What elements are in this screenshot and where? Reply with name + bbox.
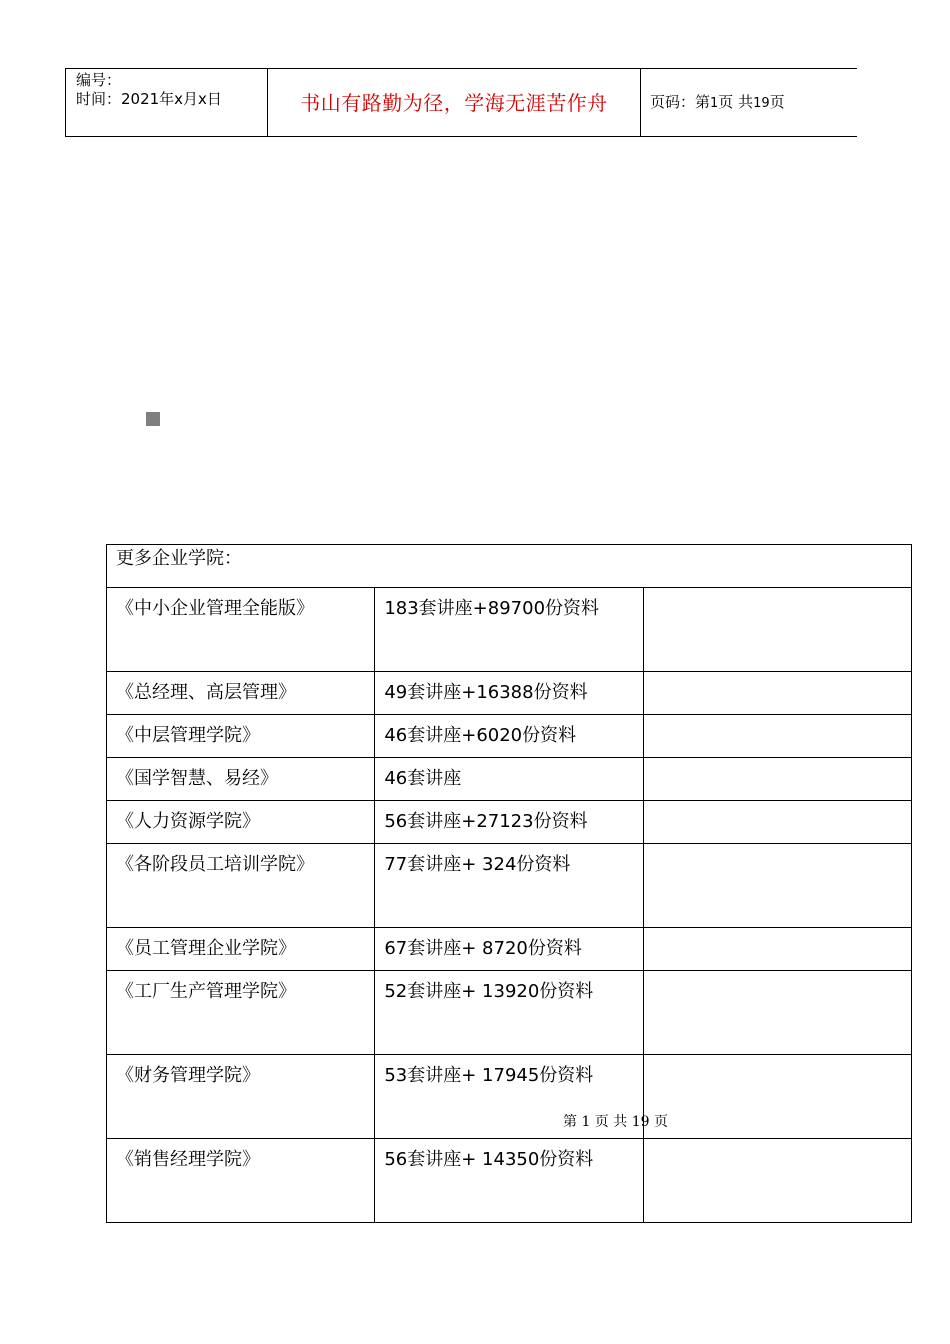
- page-footer: 第 1 页 共 19 页: [563, 1114, 668, 1130]
- academy-content-count: 183套讲座+89700份资料: [375, 588, 643, 672]
- table-row: [107, 758, 912, 801]
- empty-cell: [643, 758, 911, 801]
- table-row: [107, 1139, 912, 1223]
- empty-cell: [643, 801, 911, 844]
- academy-table: [106, 544, 912, 1223]
- academy-name: 《中小企业管理全能版》: [107, 588, 375, 672]
- academy-content-count: 46套讲座+6020份资料: [375, 715, 643, 758]
- header-motto-cell: [268, 69, 641, 136]
- academy-name: 《国学智慧、易经》: [107, 758, 375, 801]
- empty-cell: [643, 928, 911, 971]
- square-bullet-icon: [146, 412, 160, 426]
- table-row: [107, 1055, 912, 1139]
- academy-name: 《中层管理学院》: [107, 715, 375, 758]
- empty-cell: [643, 971, 911, 1055]
- table-title-row: [107, 545, 912, 588]
- academy-content-count: 46套讲座: [375, 758, 643, 801]
- table-row: [107, 588, 912, 672]
- time-label: 时间：2021年x月x日: [76, 90, 222, 108]
- academy-content-count: 53套讲座+ 17945份资料: [375, 1055, 643, 1139]
- academy-content-count: 49套讲座+16388份资料: [375, 672, 643, 715]
- academy-name: 《销售经理学院》: [107, 1139, 375, 1223]
- table-row: [107, 672, 912, 715]
- academy-name: 《工厂生产管理学院》: [107, 971, 375, 1055]
- motto-text: 书山有路勤为径，学海无涯苦作舟: [300, 91, 608, 115]
- academy-content-count: 56套讲座+27123份资料: [375, 801, 643, 844]
- academy-content-count: 67套讲座+ 8720份资料: [375, 928, 643, 971]
- page-prefix: 页码：第: [650, 93, 711, 111]
- empty-cell: [643, 1055, 911, 1139]
- academy-name: 《财务管理学院》: [107, 1055, 375, 1139]
- empty-cell: [643, 588, 911, 672]
- empty-cell: [643, 672, 911, 715]
- empty-cell: [643, 844, 911, 928]
- page-number: 1: [710, 96, 719, 111]
- table-row: [107, 844, 912, 928]
- academy-content-count: 52套讲座+ 13920份资料: [375, 971, 643, 1055]
- header-page-cell: [641, 69, 857, 136]
- table-row: [107, 928, 912, 971]
- academy-name: 《各阶段员工培训学院》: [107, 844, 375, 928]
- table-title: 更多企业学院：: [107, 545, 912, 588]
- academy-name: 《总经理、高层管理》: [107, 672, 375, 715]
- academy-content-count: 56套讲座+ 14350份资料: [375, 1139, 643, 1223]
- table-row: [107, 801, 912, 844]
- academy-content-count: 77套讲座+ 324份资料: [375, 844, 643, 928]
- page-header: [65, 68, 857, 137]
- table-row: [107, 971, 912, 1055]
- number-label: 编号：: [76, 71, 122, 89]
- page-total: 19: [753, 96, 770, 111]
- academy-name: 《员工管理企业学院》: [107, 928, 375, 971]
- page-indicator: [650, 92, 785, 114]
- table-row: [107, 715, 912, 758]
- empty-cell: [643, 1139, 911, 1223]
- header-info-cell: [66, 69, 268, 136]
- empty-cell: [643, 715, 911, 758]
- academy-name: 《人力资源学院》: [107, 801, 375, 844]
- page-suffix: 页: [769, 93, 785, 111]
- page-mid: 页 共: [718, 93, 754, 111]
